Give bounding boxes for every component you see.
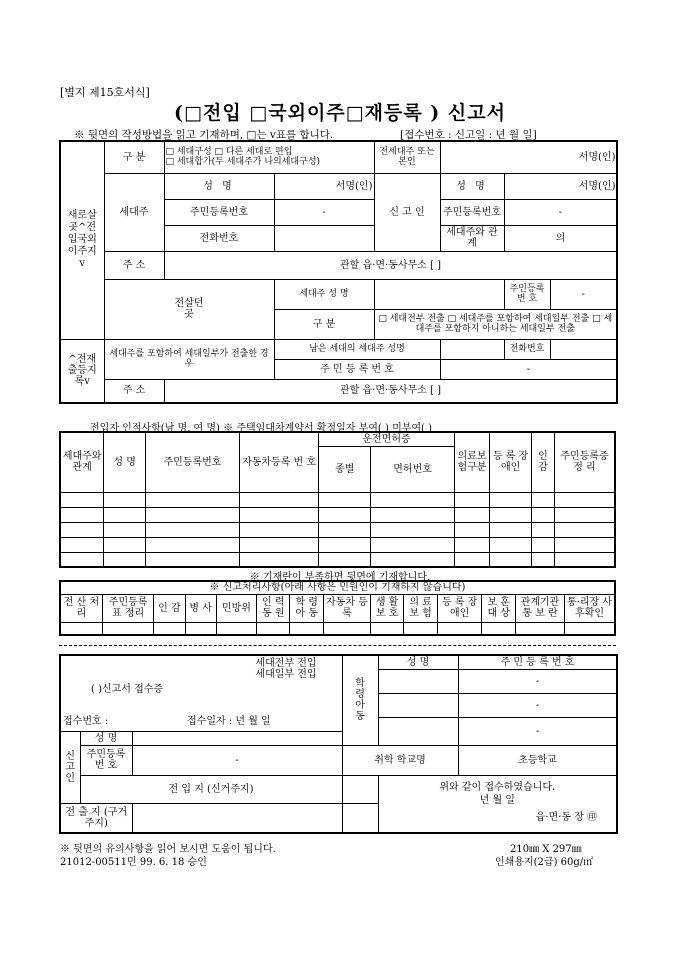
proc-col: 생 활 보 호: [370, 594, 403, 622]
proc-col: 의 료 보 험: [404, 594, 437, 622]
col-disabled: 등 록 장애인: [490, 432, 532, 492]
origin-label: 전 출 지 (구거주지): [60, 803, 132, 833]
origin-field[interactable]: [132, 803, 342, 833]
school-resident-field[interactable]: -: [458, 693, 617, 717]
householder-resident-no-field[interactable]: -: [274, 199, 374, 225]
table-row[interactable]: [60, 537, 615, 552]
col-license: 운전면허증: [319, 432, 455, 446]
col-id-card: 주민등록증 정 리: [554, 432, 615, 492]
move-type-checkboxes[interactable]: □ 세대구성 □ 다른 세대로 편입 □ 세대합가(두 세대주가 나의세대구성): [164, 141, 374, 173]
proc-col: 병 사: [185, 594, 216, 622]
col-vehicle: 자동차등록 번 호: [239, 432, 318, 492]
confirm-text: 위와 같이 접수하였습니다.: [439, 781, 556, 793]
old-householder-name-field[interactable]: [374, 279, 504, 309]
proc-col: 관계기관 통 보 란: [515, 594, 564, 622]
receipt-name-label: 성 명: [80, 731, 132, 745]
persons-table: [59, 431, 616, 568]
phone-label: 전화번호: [164, 225, 274, 251]
proc-col: 인 력 동 원: [257, 594, 290, 622]
school-age-label: 학령아동: [342, 655, 378, 745]
page-title: (□전입 □국외이주□재등록 ) 신고서: [174, 102, 506, 124]
table-row[interactable]: [60, 552, 615, 567]
table-row[interactable]: [60, 507, 615, 522]
old-address-side-label: 전살던곳: [104, 279, 274, 339]
relation-label: 세대주와 관계: [440, 225, 504, 251]
footer-note: ※ 뒷면의 유의사항을 읽어 보시면 도움이 됩니다.: [60, 844, 276, 855]
receipt-info: [접수번호 : 신고일 : 년 월 일]: [400, 129, 537, 141]
dest-field[interactable]: [342, 775, 378, 803]
old-move-options[interactable]: □ 세대전부 전출 □ 세대주를 포함하여 세대일부 전출 □ 세대주를 포함하지 아니하는 세대일부 전출: [374, 309, 617, 339]
receipt-types[interactable]: 세대전부 전입 세대일부 전입: [255, 658, 317, 680]
school-name-field[interactable]: [378, 717, 458, 745]
reporter-side-label: 신고인: [60, 731, 80, 803]
school-value[interactable]: 초등학교: [458, 745, 617, 775]
receipt-resident-label: 주민등록 번 호: [80, 745, 132, 775]
col-insurance: 의료보험구분: [454, 432, 489, 492]
receipt-table: [59, 654, 618, 834]
receipt-doc-title: ( )신고서 접수증: [91, 684, 164, 695]
receipt-resident-field[interactable]: -: [132, 745, 342, 775]
old-category-label: 구 분: [274, 309, 374, 339]
prev-householder-label: 전세대주 또는본인: [374, 141, 440, 173]
col-resident-no: 주민등록번호: [146, 432, 240, 492]
proc-col: 전 산 처 리: [60, 594, 102, 622]
phone-field[interactable]: [274, 225, 374, 251]
new-address-side-label: 새로살곳^전입국외이주지v: [60, 141, 104, 339]
main-form-table: [59, 140, 618, 404]
reporter-resident-no-field[interactable]: -: [504, 199, 617, 225]
form-number: [별지 제15호서식]: [60, 86, 150, 99]
householder-name-label: 성 명: [164, 173, 274, 199]
re-phone-label: 전화번호: [504, 339, 550, 359]
school-name-field[interactable]: [378, 693, 458, 717]
remaining-name-label: 남은 세대의 세대주 성명: [274, 339, 440, 359]
col-license-no: 면허번호: [371, 446, 454, 492]
proc-col: 인 감: [154, 594, 185, 622]
re-address-label: 주 소: [104, 379, 164, 403]
confirm-cell: [378, 775, 617, 833]
processing-row[interactable]: [60, 622, 615, 635]
proc-col: 민방위: [216, 594, 256, 622]
old-resident-no-label: 주민등록 번 호: [504, 279, 550, 309]
re-address-office[interactable]: 관할 읍·면·동사무소 [ ]: [164, 379, 617, 403]
school-resident-field[interactable]: -: [458, 669, 617, 693]
receipt-no: 접수번호 :: [63, 716, 109, 727]
relation-field[interactable]: 의: [504, 225, 617, 251]
transfer-line: 전입자 인적사항(남 명, 여 명) ※ 주택임대차계약서 확정일자 부여( ) 미부여( ): [90, 423, 433, 434]
footer-paper: 인쇄용지(2급) 60g/㎡: [495, 857, 594, 868]
proc-col: 주민등록 표 정리: [102, 594, 153, 622]
footer-size: 210㎜ X 297㎜: [510, 844, 582, 855]
reporter-signature[interactable]: 서명(인): [504, 173, 617, 199]
official-seal: 읍·면·동 장 ㊞: [535, 811, 598, 823]
instruction-note: ※ 뒷면의 작성방법을 읽고 기재하며, □는 v표를 합니다.: [74, 129, 334, 141]
reporter-resident-no-label: 주민등록번호: [440, 199, 504, 225]
new-address-label: 주 소: [104, 251, 164, 279]
col-seal: 인 감: [532, 432, 555, 492]
receipt-name-field[interactable]: [132, 731, 342, 745]
householder-resident-no-label: 주민등록번호: [164, 199, 274, 225]
re-register-side-label: ^전재출등지록v: [60, 339, 104, 403]
proc-col: 보 훈 대 상: [482, 594, 515, 622]
receipt-date: 접수일자 : 년 월 일: [187, 716, 271, 727]
col-license-type: 종별: [319, 446, 371, 492]
proc-col: 학 령 아 동: [290, 594, 323, 622]
col-name: 성 명: [104, 432, 146, 492]
householder-label: 세대주: [104, 173, 164, 251]
proc-col: 등 록 장애인: [437, 594, 482, 622]
re-resident-no-label: 주 민 등 록 번 호: [274, 359, 440, 379]
new-address-office[interactable]: 관할 읍·면·동사무소 [ ]: [164, 251, 617, 279]
school-name-field[interactable]: [378, 669, 458, 693]
school-col-resident: 주 민 등 록 번 호: [458, 655, 617, 669]
cut-line: [59, 645, 616, 646]
re-phone-field[interactable]: [550, 339, 617, 359]
reporter-label: 신 고 인: [374, 173, 440, 251]
re-resident-no-field[interactable]: -: [440, 359, 617, 379]
remaining-name-field[interactable]: [440, 339, 504, 359]
table-row[interactable]: [60, 522, 615, 537]
processing-table: [59, 580, 616, 636]
footer-approval: 21012-00511민 99. 6. 18 승인: [60, 857, 207, 868]
confirm-date: 년 월 일: [479, 794, 515, 806]
reporter-name-label: 성 명: [440, 173, 504, 199]
partial-case-label: 세대주를 포함하여 세대일부가 전출한 경우: [104, 339, 274, 379]
proc-col: 통·리장 사후확인: [565, 594, 615, 622]
category-label: 구 분: [104, 141, 164, 173]
table-row[interactable]: [60, 492, 615, 507]
signature-field[interactable]: 서명(인): [440, 141, 617, 173]
receipt-header-cell: [60, 655, 342, 731]
school-col-name: 성 명: [378, 655, 458, 669]
overflow-note: ※ 기재란이 부족하면 뒷면에 기재합니다.: [249, 572, 431, 583]
proc-col: 자동차 등 록: [323, 594, 370, 622]
householder-signature[interactable]: 서명(인): [274, 173, 374, 199]
old-householder-name-label: 세대주 성 명: [274, 279, 374, 309]
school-name-label: 취학 학교명: [342, 745, 458, 775]
old-resident-no-field[interactable]: -: [550, 279, 617, 309]
dest-label: 전 입 지 (신거주지): [80, 775, 342, 803]
processing-title: ※ 신고처리사항(아래 사항은 민원인이 기재하지 않습니다): [60, 581, 615, 594]
col-relation: 세대주와관계: [60, 432, 104, 492]
school-resident-field[interactable]: -: [458, 717, 617, 745]
